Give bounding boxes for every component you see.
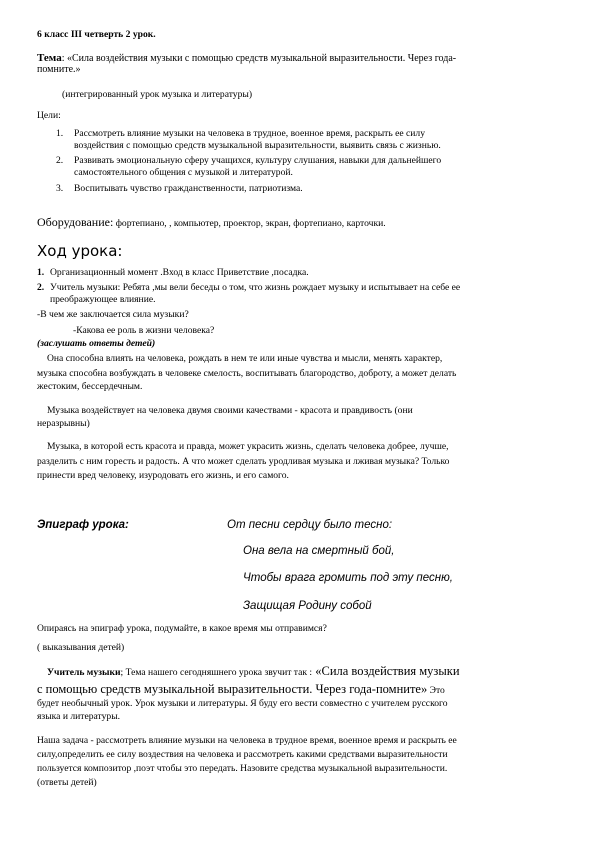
topic-quote-line-2 (37, 681, 445, 699)
equipment-line (37, 216, 386, 230)
teacher-line-4: языка и литературы. (37, 711, 121, 722)
goal-2-line-1: Развивать эмоциональную сферу учащихся, культуру слушания, навыки для дальнейшего (74, 155, 442, 166)
task-line-2: силу,определить ее силу воздествия на человека и рассмотреть какими средствами выразительности (37, 749, 448, 760)
teacher-intro: ; Тема нашего сегодняшнего урока звучит так : (120, 667, 313, 678)
equipment-text: фортепиано, , компьютер, проектор, экран, фортепиано, карточки. (113, 218, 386, 229)
step-number: 1. (37, 267, 45, 278)
epigraph-line-2: Она вела на смертный бой, (243, 545, 395, 557)
teacher-label: Учитель музыки: (50, 282, 121, 293)
goal-1-line-1: Рассмотреть влияние музыки на человека в трудное, военное время, раскрыть ее силу (74, 128, 426, 139)
paragraph-1-line-3: жестоким, бессердечным. (37, 381, 143, 392)
epigraph-question: Опираясь на эпиграф урока, подумайте, в какое время мы отправимся? (37, 623, 327, 634)
topic-text-1: : «Сила воздействия музыки с помощью средств музыкальной выразительности. Через года- (61, 53, 457, 64)
goal-number: 2. (56, 155, 64, 166)
topic-quote-2: с помощью средств музыкальной выразительности. Через года-помните» (37, 682, 428, 696)
epigraph-label: Эпиграф урока: (37, 519, 129, 531)
epigraph-line-3: Чтобы врага громить под эту песню, (243, 572, 453, 584)
paragraph-3-line-2: разделить с ним горесть и радость. А что может сделать уродливая музыка и лживая музыка? Только (37, 456, 450, 467)
teacher-intro-line (47, 663, 460, 681)
answers-note: (заслушать ответы детей) (37, 338, 156, 349)
step-2-line-2: преображующее влияние. (50, 294, 156, 305)
topic-quote-1: «Сила воздействия музыки (312, 664, 460, 678)
goals-label: Цели: (37, 110, 61, 121)
goal-number: 1. (56, 128, 64, 139)
step-2-text: Ребята ,мы вели беседы о том, что жизнь рождает музыку и испытывает на себе ее (120, 282, 461, 293)
topic-text-2: помните.» (37, 64, 81, 75)
paragraph-1-line-2: музыка способна возбуждать в человеке смелость, воспитывать благородство, доброту, а может делать (37, 368, 457, 379)
lesson-heading: Ход урока: (37, 242, 123, 260)
goal-2-line-2: самостоятельного общения с музыкой и литературой. (74, 167, 293, 178)
goal-number: 3. (56, 183, 64, 194)
equipment-label: Оборудование: (37, 215, 114, 229)
lesson-header: 6 класс III четверть 2 урок. (37, 29, 156, 40)
paragraph-2-line-1: Музыка воздействует на человека двумя своими качествами - красота и правдивость (они (47, 405, 413, 416)
question-2: -Какова ее роль в жизни человека? (73, 325, 215, 336)
paragraph-2-line-2: неразрывны) (37, 418, 90, 429)
integrated-note: (интегрированный урок музыка и литературы) (62, 89, 253, 100)
step-2-line-1 (50, 282, 460, 294)
paragraph-3-line-3: принести вред человеку, изуродовать его жизнь, и его самого. (37, 470, 289, 481)
paragraph-1-line-1: Она способна влиять на человека, рождать в нем те или иные чувства и мысли, менять характер, (47, 353, 443, 364)
task-line-4: (ответы детей) (37, 777, 97, 788)
epigraph-answers: ( выказывания детей) (37, 642, 125, 653)
teacher-label: Учитель музыки (47, 667, 121, 678)
goal-3-line-1: Воспитывать чувство гражданственности, патриотизма. (74, 183, 303, 194)
topic-label: Тема (37, 52, 62, 64)
epigraph-line-1: От песни сердцу было тесно: (227, 519, 393, 531)
teacher-tail: Это (427, 685, 445, 696)
step-number: 2. (37, 282, 45, 293)
teacher-line-3: будет необычный урок. Урок музыки и литературы. Я буду его вести совместно с учителем русского (37, 698, 448, 709)
epigraph-line-4: Защищая Родину собой (243, 600, 372, 612)
question-1: -В чем же заключается сила музыки? (37, 309, 189, 320)
task-line-3: пользуется композитор ,поэт чтобы это передать. Назовите средства музыкальной выразительности. (37, 763, 448, 774)
topic-line-1 (37, 52, 456, 65)
goal-1-line-2: воздействия с помощью средств музыкальной выразительности, выявить связь с жизнью. (74, 140, 441, 151)
step-1-text: Организационный момент .Вход в класс Приветствие ,посадка. (50, 267, 309, 278)
task-line-1: Наша задача - рассмотреть влияние музыки на человека в трудное время, военное время и раскрыть ее (37, 735, 457, 746)
paragraph-3-line-1: Музыка, в которой есть красота и правда, может украсить жизнь, сделать человека добрее, лучше, (47, 441, 449, 452)
